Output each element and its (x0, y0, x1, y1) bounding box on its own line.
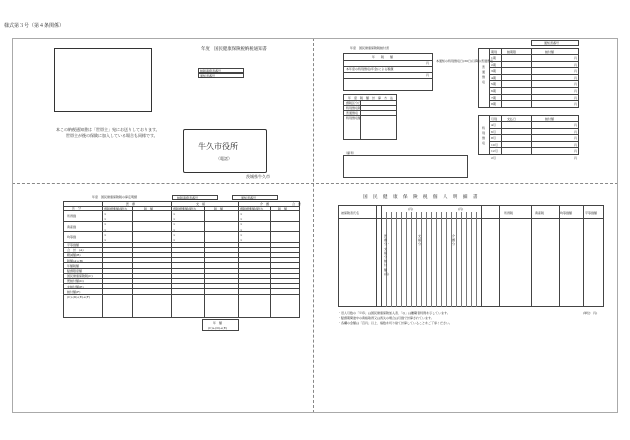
calc-mark: × (173, 211, 176, 216)
calc-detail-title: 年度 国民健康保険税の算定明細 (92, 195, 138, 199)
calc-mark: × (173, 238, 176, 242)
special-collection-month: 8月 (491, 136, 496, 141)
special-collection-month: 2月 (491, 156, 496, 160)
statement-grid-line (396, 212, 397, 307)
special-collection-row (489, 147, 579, 154)
statement-grid-line (426, 212, 427, 307)
special-collection-month: 6月 (491, 129, 496, 134)
remarks-label: （備考） (344, 151, 357, 155)
normal-collection-yen: 円 (573, 56, 577, 60)
normal-collection-row (489, 94, 579, 101)
special-collection-month: 10月 (491, 142, 498, 147)
calc-row-label: 賦課限度額 (67, 269, 83, 274)
statement-grid-line (476, 212, 477, 307)
normal-collection-yen: 円 (573, 89, 577, 93)
normal-collection-table: 普通徴収 期別 納期限 納付額 1期 円 2期 円 3期 円 4期 円 5期 円 6期 円 7期 円 8期 円 (478, 48, 579, 108)
normal-collection-row (489, 54, 579, 61)
calc-row-label: (C)-(D)-(E)+(F) (67, 295, 90, 300)
normal-collection-row (489, 74, 579, 81)
normal-collection-yen: 円 (573, 102, 577, 107)
normal-collection-row (489, 80, 579, 87)
normal-collection-yen: 円 (573, 75, 577, 80)
calc-mark: × (240, 227, 243, 232)
calc-row-label: 所得割 (67, 214, 77, 218)
calc-mark: × (104, 211, 107, 216)
special-collection-row (489, 154, 579, 161)
normal-collection-month: 4期 (491, 75, 496, 80)
calc-row-label: 軽減額(B) (67, 253, 81, 258)
calc-mark: × (104, 217, 107, 221)
statement-grid-line (411, 212, 412, 307)
statement-grid-line (441, 212, 442, 307)
statement-grid-line (471, 212, 472, 307)
normal-collection-month: 6期 (491, 89, 496, 93)
statement-note-2: ・賦課期間途中の資格取得又は喪失の場合は月割で計算されています。 (338, 316, 434, 320)
special-collection-row (489, 128, 579, 135)
normal-collection-row (489, 61, 579, 68)
special-collection-yen: 円 (573, 129, 577, 134)
statement-note-3: ・各欄の金額は「百円」以上、端数を切り捨て計算していることをご了承ください。 (338, 321, 453, 325)
statement-grid-line (451, 212, 452, 307)
statement-grid-line (401, 212, 402, 307)
normal-collection-month: 3期 (491, 69, 496, 74)
calc-row-label: 納付額(F) (67, 289, 81, 294)
statement-grid-line (446, 212, 447, 307)
special-collection-yen: 円 (573, 123, 577, 127)
statement-grid-line (466, 212, 467, 307)
calc-row (64, 210, 300, 221)
normal-collection-row (489, 87, 579, 94)
mayor-text: 茨城県牛久市 (246, 174, 270, 179)
calc-mark: × (104, 232, 107, 237)
special-collection-month: 4月 (491, 123, 496, 127)
calc-mark: × (240, 211, 243, 216)
normal-collection-month: 7期 (491, 95, 496, 100)
normal-collection-month: 1期 (491, 56, 496, 60)
normal-collection-month: 2期 (491, 62, 496, 67)
statement-grid-line (416, 212, 417, 307)
notice-number-box: 通知書番号 (198, 73, 244, 78)
calc-detail-table: 区 分 医 療 支 援 介 護 合 計 課税標準額(賦付) 税 額 課税標準額(賦付) 税 額 課税標準額(賦付) 税 額 所得割 × × × × × × 資産割 × × × × × × 均等割 × × × × × × 平等割額 合 計 (A) 軽減額(B) 税額(A)-(B) 年額税額 賦課限度額 国民健康保険税(C) 既納付額(D) 未納付額(E) 納付額(F) (C)-(D)-(E)+(F) (63, 201, 300, 318)
special-collection-table: 特別徴収 月別 支払日 納付額 4月 円 6月 円 8月 円 10月 円 12月 円 2月 円 (478, 115, 579, 155)
calc-row (64, 294, 300, 299)
issuer-name: 牛久市役所 (198, 142, 238, 151)
calc-mark: × (173, 227, 176, 232)
calc-row-label: 未納付額(E) (67, 284, 84, 289)
special-collection-row (489, 134, 579, 141)
statement-grid-line (391, 212, 392, 307)
statement-grid-line (406, 212, 407, 307)
notice-line-2: 世帯主が後の保険に加入している場合も同様です。 (66, 133, 158, 138)
special-collection-row (489, 121, 579, 128)
statement-note-1: ・旧人月数の「※印」は国民健康保険加入者、「◎」は離職者特例を示しています。 (338, 311, 450, 315)
special-collection-yen: 円 (573, 156, 577, 160)
calc-row-label: 既納付額(D) (67, 279, 84, 284)
normal-collection-row (489, 67, 579, 74)
normal-collection-month: 8期 (491, 102, 496, 107)
statement-title: 国 民 健 康 保 険 税 個 人 明 細 書 (363, 195, 478, 200)
statement-grid-line (431, 212, 432, 307)
calc-tag-1: 納税義務者番号 (172, 195, 218, 200)
calc-row-label: 税額(A)-(B) (67, 258, 84, 263)
payment-side-note: 本通知の特別徴収日(30日)以降の普通徴収 (436, 59, 494, 63)
normal-collection-row (489, 100, 579, 107)
calc-row-label: 年額税額 (67, 263, 80, 268)
calc-row-label: 均等割 (67, 235, 77, 239)
calc-row-label: 資産割 (67, 224, 77, 229)
calc-mark: × (104, 227, 107, 232)
form-number: 様式第３号（第４条関係） (4, 23, 65, 29)
calc-mark: × (104, 222, 107, 226)
special-collection-yen: 円 (573, 142, 577, 147)
calc-mark: × (173, 232, 176, 237)
calc-row (64, 221, 300, 232)
statement-grid-line (456, 212, 457, 307)
normal-collection-yen: 円 (573, 82, 577, 87)
remarks-box (343, 155, 468, 178)
statement-table: 被保険者氏名 所得税 資産税 均等割額 平等割額 (円) (円) 医療分・支援分納付額(円) 支援分 介護分 (338, 205, 604, 307)
issuer-box (183, 129, 267, 173)
calc-tag-2: 通知書番号 (232, 195, 278, 200)
taxpayer-number-box: 納税義務者番号 (198, 68, 244, 73)
special-collection-yen: 円 (573, 136, 577, 141)
payment-head: 年度 国民健康保険税納付書 (350, 46, 390, 50)
special-collection-month: 12月 (491, 149, 498, 154)
calc-row-label: 合 計 (A) (67, 248, 84, 253)
statement-unit: (単位：円) (583, 311, 598, 315)
special-collection-row (489, 141, 579, 148)
statement-grid-line (436, 212, 437, 307)
statement-grid-line (461, 212, 462, 307)
address-window (54, 48, 152, 112)
calc-row-label: 国民健康保険税(C) (67, 274, 93, 279)
notice-line-1: 本この納税通知書は「世帯主」宛にお送りしております。 (56, 127, 160, 132)
normal-collection-yen: 円 (573, 62, 577, 67)
notice-number-tag: 通知書番号 (531, 40, 579, 46)
normal-collection-yen: 円 (573, 95, 577, 100)
calc-mark: × (240, 232, 243, 237)
tax-amount-box: 年 税 額 円 本年度の特別徴収(年金)による税額 円 (343, 53, 433, 91)
calc-mark: × (173, 222, 176, 226)
calc-mark: × (240, 238, 243, 242)
notice-title: 年度 国民健康保険税納税通知書 (201, 47, 267, 52)
calc-mark: × (173, 217, 176, 221)
special-collection-yen: 円 (573, 149, 577, 154)
calc-mark: × (240, 222, 243, 226)
issuer-phone: （電話） (216, 156, 232, 161)
normal-collection-yen: 円 (573, 69, 577, 74)
annual-total-box: 年 額 (C)+(D)+(E) (202, 319, 239, 331)
statement-grid-line (421, 212, 422, 307)
calc-mark: × (104, 238, 107, 242)
calc-mark: × (240, 217, 243, 221)
normal-collection-month: 5期 (491, 82, 496, 87)
calc-row-label: 平等割額 (67, 243, 80, 248)
calc-method-box: 年 度 税 額 計 算 方 法 課税区分日 特別徴収税 普通徴収 特別徴収額 (343, 94, 397, 140)
calc-row (64, 231, 300, 242)
